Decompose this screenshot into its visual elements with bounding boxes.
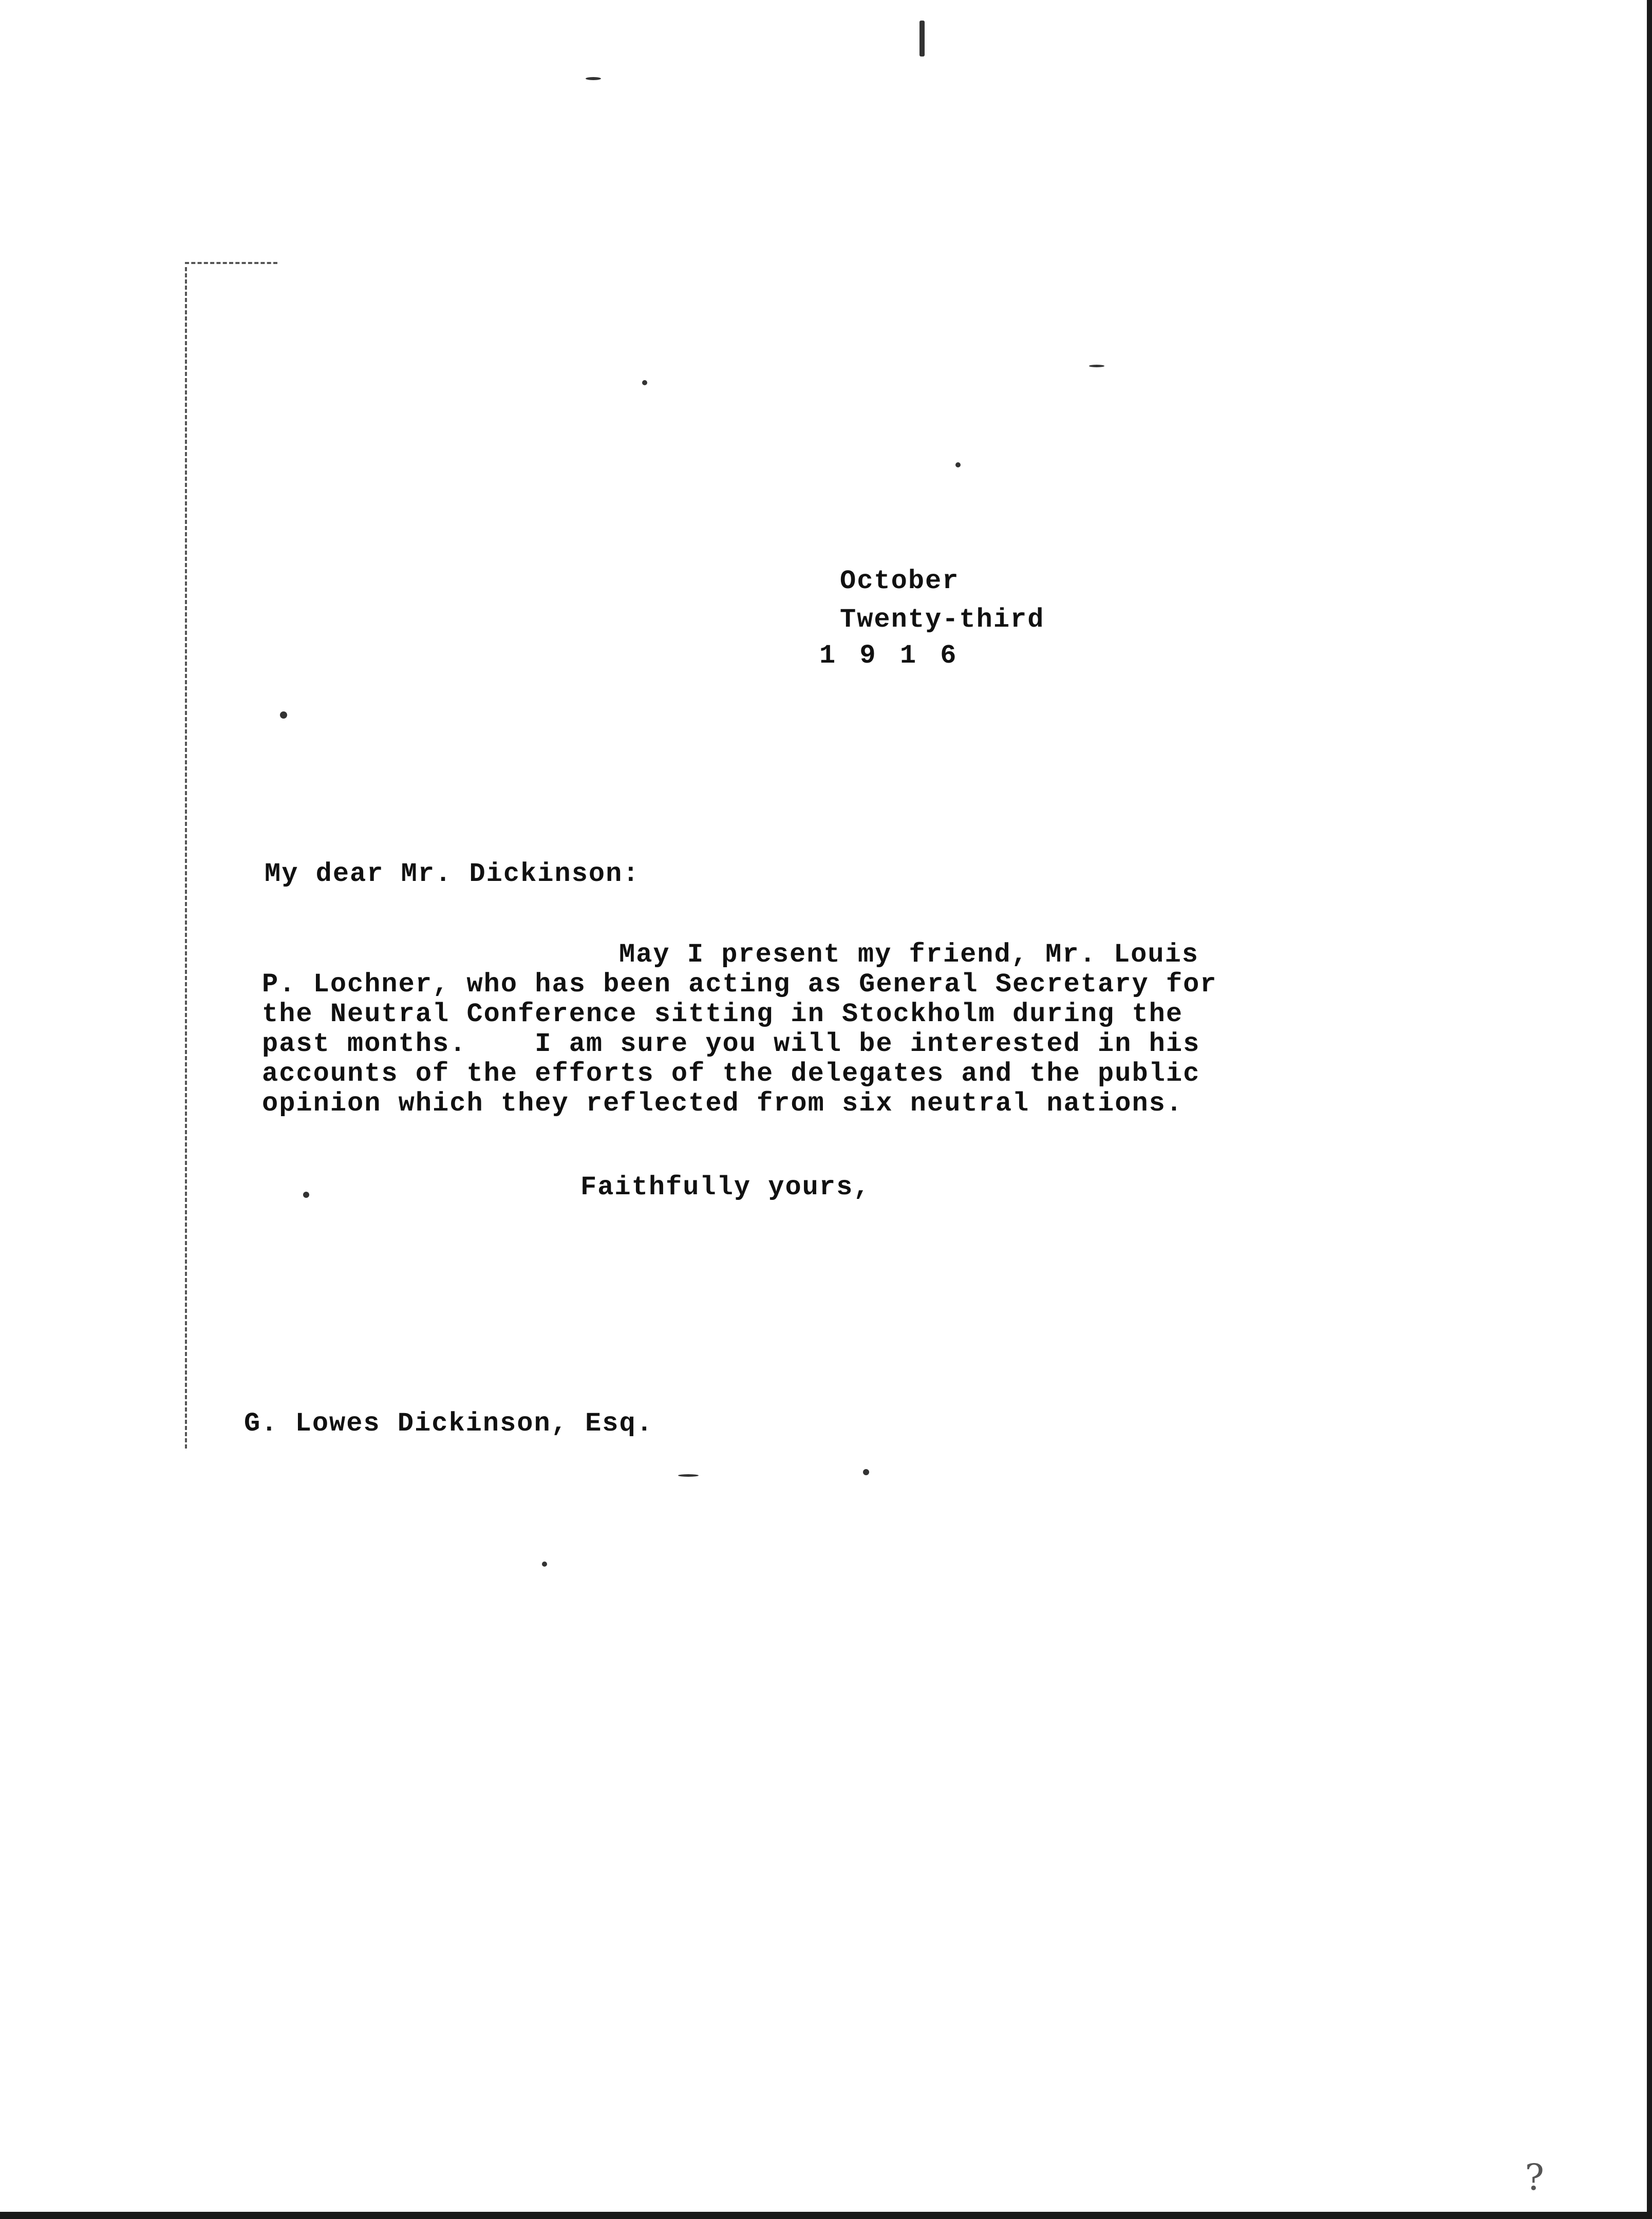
body-line-1: May I present my friend, Mr. Louis <box>619 939 1199 970</box>
scan-speck <box>1089 365 1104 367</box>
salutation: My dear Mr. Dickinson: <box>265 859 640 889</box>
date-month: October <box>840 566 960 596</box>
closing: Faithfully yours, <box>580 1172 871 1202</box>
scan-speck <box>303 1192 309 1198</box>
scan-speck <box>955 462 961 467</box>
body-line-3: the Neutral Conference sitting in Stockholm during the <box>262 999 1184 1029</box>
scan-border-bottom <box>0 2212 1652 2219</box>
scan-speck <box>678 1474 699 1477</box>
scan-speck <box>280 711 287 719</box>
scan-speck <box>863 1469 869 1475</box>
scan-border-right <box>1647 0 1652 2219</box>
body-line-2: P. Lochner, who has been acting as General Secretary for <box>262 969 1217 1000</box>
scan-speck <box>919 21 925 57</box>
margin-rule-top <box>185 262 277 264</box>
scan-speck <box>642 380 647 385</box>
scan-speck <box>586 77 601 80</box>
pencil-mark: ? <box>1525 2156 1544 2198</box>
body-line-5: accounts of the efforts of the delegates and the public <box>262 1059 1200 1089</box>
date-day: Twenty-third <box>840 605 1045 635</box>
margin-rule <box>185 267 187 1449</box>
scan-speck <box>542 1562 547 1567</box>
body-line-4: past months. I am sure you will be interested in his <box>262 1029 1200 1059</box>
body-line-6: opinion which they reflected from six neutral nations. <box>262 1088 1184 1119</box>
date-year: 1 9 1 6 <box>819 641 961 671</box>
addressee: G. Lowes Dickinson, Esq. <box>244 1408 653 1439</box>
